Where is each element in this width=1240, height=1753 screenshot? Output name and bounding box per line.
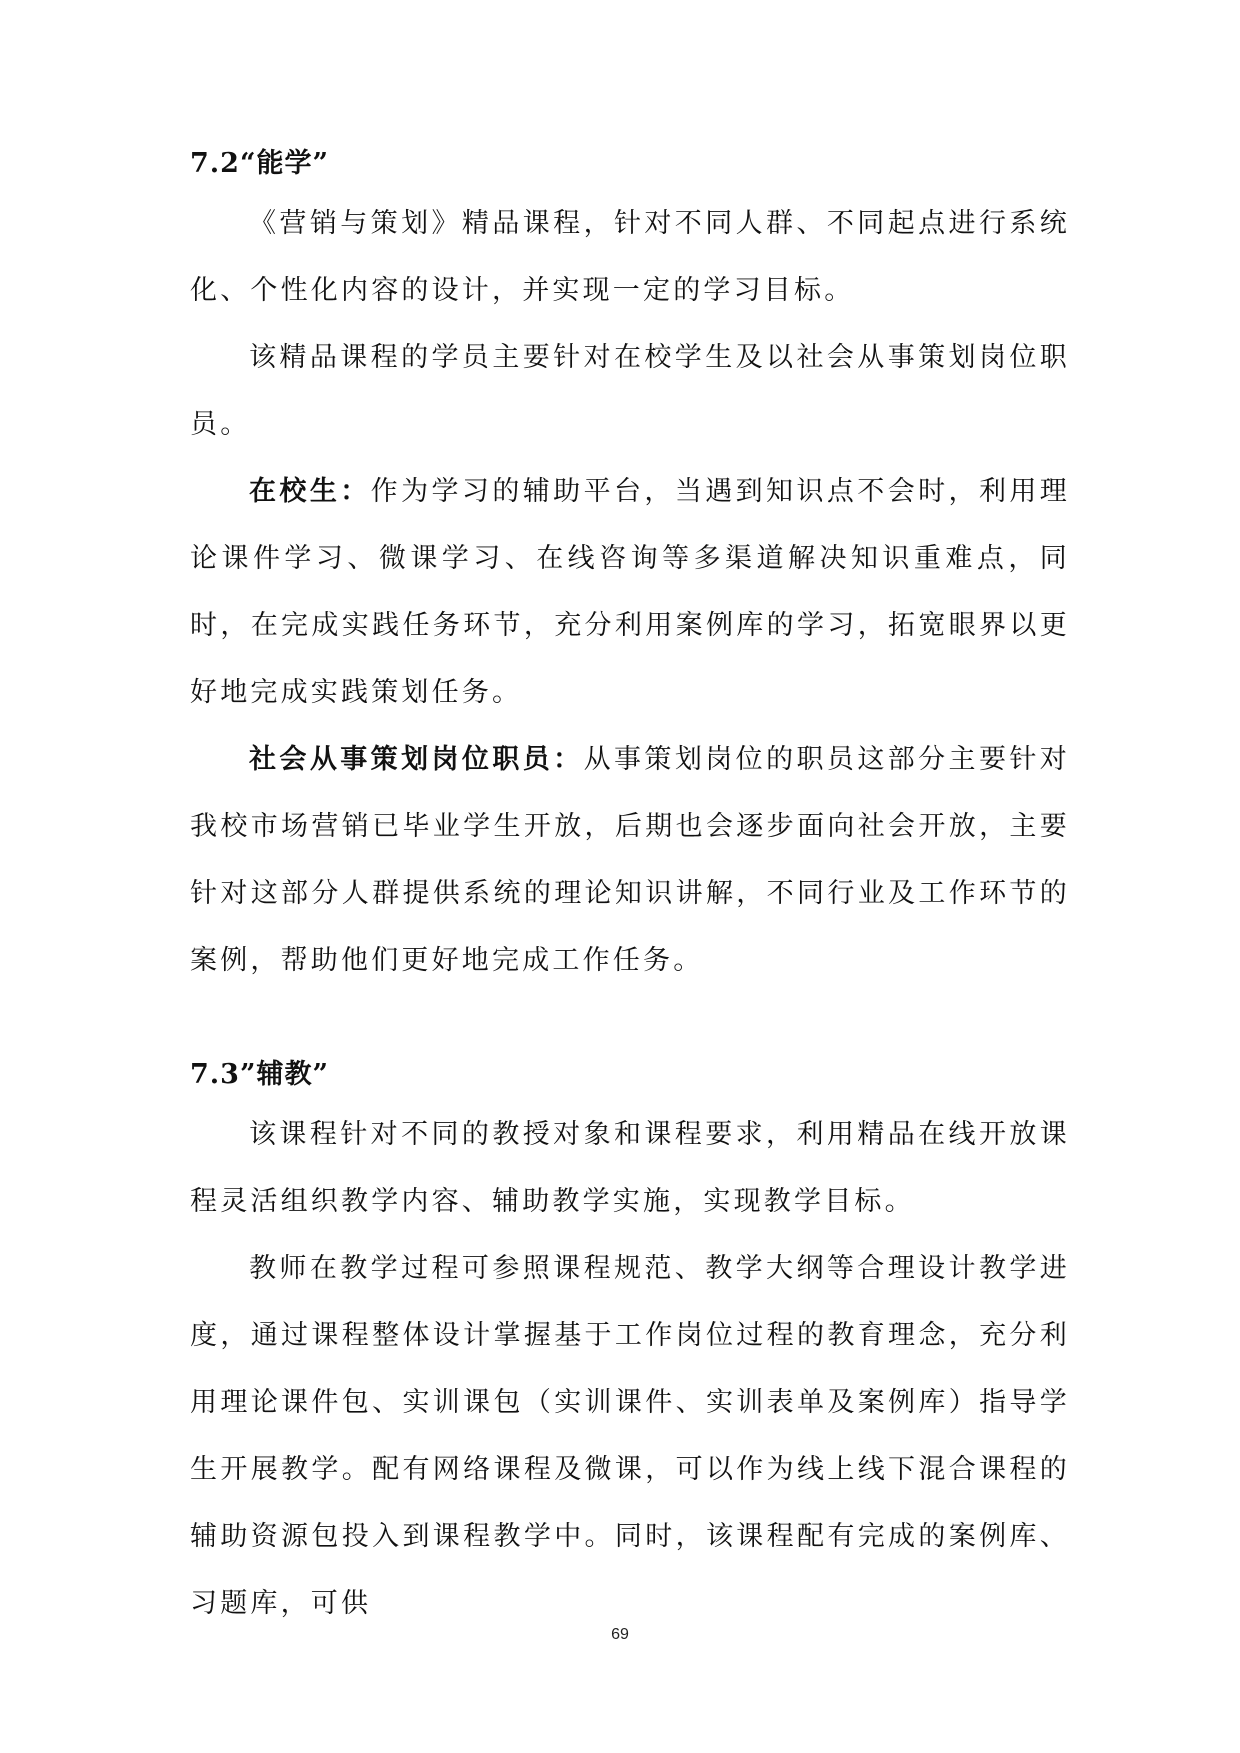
paragraph-text: 从事策划岗位的职员这部分主要针对我校市场营销已毕业学生开放，后期也会逐步面向社会开放，主要针对这部分人群提供系统的理论知识讲解，不同行业及工作环节的案例，帮助他们更好地完成工作任务。 [190, 744, 1071, 976]
paragraph-text: 《营销与策划》精品课程，针对不同人群、不同起点进行系统化、个性化内容的设计，并实现一定的学习目标。 [190, 208, 1070, 306]
paragraph [190, 726, 1070, 994]
paragraph [190, 324, 1070, 458]
paragraph-text: 该精品课程的学员主要针对在校学生及以社会从事策划岗位职员。 [190, 342, 1070, 440]
paragraph [190, 458, 1070, 726]
paragraph-lead-label: 社会从事策划岗位职员： [249, 744, 584, 775]
paragraph-text: 作为学习的辅助平台，当遇到知识点不会时，利用理论课件学习、微课学习、在线咨询等多渠道解决知识重难点，同时，在完成实践任务环节，充分利用案例库的学习，拓宽眼界以更好地完成实践策划任务。 [190, 476, 1070, 708]
paragraph [190, 190, 1070, 324]
paragraph [190, 1101, 1070, 1235]
paragraph-text: 该课程针对不同的教授对象和课程要求，利用精品在线开放课程灵活组织教学内容、辅助教学实施，实现教学目标。 [190, 1119, 1070, 1217]
paragraph-lead-label: 在校生： [249, 476, 371, 507]
page-number: 69 [611, 1626, 629, 1643]
paragraph-text: 教师在教学过程可参照课程规范、教学大纲等合理设计教学进度，通过课程整体设计掌握基于工作岗位过程的教育理念，充分利用理论课件包、实训课包（实训课件、实训表单及案例库）指导学生开展教学。配有网络课程及微课，可以作为线上线下混合课程的辅助资源包投入到课程教学中。同时，该课程配有完成的案例库、习题库，可供 [190, 1253, 1070, 1619]
section-heading-7-2: 7.2“能学” [190, 148, 330, 179]
section-heading-7-3: 7.3”辅教” [190, 1059, 330, 1090]
paragraph [190, 1235, 1070, 1637]
